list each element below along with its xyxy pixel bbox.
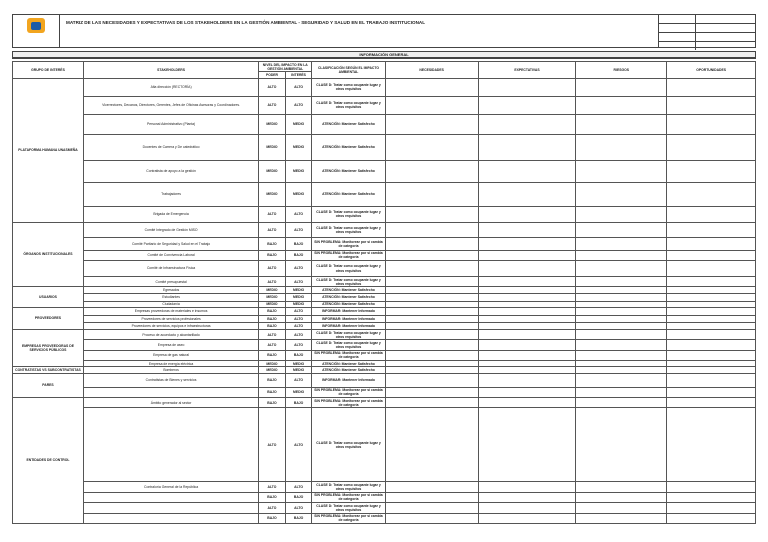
expectativas-cell	[478, 513, 576, 523]
interes-cell: ALTO	[285, 78, 312, 96]
expectativas-cell	[478, 373, 576, 387]
stakeholder-cell: Empresa de aseo	[83, 340, 258, 350]
oportunidades-cell	[667, 114, 756, 134]
stakeholder-cell	[83, 503, 258, 513]
interes-cell: ALTO	[285, 482, 312, 492]
riesgos-cell	[576, 513, 667, 523]
col-riesgos: RIESGOS	[576, 62, 667, 79]
document-meta	[659, 15, 755, 47]
interes-cell: ALTO	[285, 373, 312, 387]
clasificacion-cell: CLASE D: Tratar como ocupante lugar y otros requisitos	[312, 482, 385, 492]
interes-cell: ALTO	[285, 322, 312, 329]
riesgos-cell	[576, 134, 667, 160]
oportunidades-cell	[667, 250, 756, 260]
document-title: MATRIZ DE LAS NECESIDADES Y EXPECTATIVAS DE LOS STAKEHOLDERS EN LA GESTIÓN AMBIENTAL - SEGURIDAD Y SALUD EN EL TRABAJO INSTITUCIONAL	[60, 15, 659, 47]
poder-cell: ALTO	[259, 340, 286, 350]
interes-cell: MEDIO	[285, 182, 312, 206]
expectativas-cell	[478, 182, 576, 206]
col-expectativas: EXPECTATIVAS	[478, 62, 576, 79]
expectativas-cell	[478, 315, 576, 322]
interes-cell: MEDIO	[285, 367, 312, 373]
oportunidades-cell	[667, 277, 756, 287]
stakeholder-cell: Egresados	[83, 287, 258, 293]
expectativas-cell	[478, 350, 576, 360]
table-row	[13, 182, 756, 206]
table-row	[13, 350, 756, 360]
stakeholder-cell: Comité Integrado de Gestión MISO	[83, 222, 258, 237]
general-info-title: INFORMACIÓN GENERAL	[12, 51, 756, 58]
poder-cell: ALTO	[259, 261, 286, 277]
clasificacion-cell: SIN PROBLEMA: Monitorear por si cambia de categoría	[312, 513, 385, 523]
interes-cell: ALTO	[285, 277, 312, 287]
necesidades-cell	[385, 250, 478, 260]
necesidades-cell	[385, 513, 478, 523]
oportunidades-cell	[667, 134, 756, 160]
interes-cell: ALTO	[285, 408, 312, 482]
necesidades-cell	[385, 160, 478, 182]
riesgos-cell	[576, 250, 667, 260]
stakeholder-cell: Contraloría General de la República	[83, 482, 258, 492]
poder-cell: BAJO	[259, 237, 286, 250]
oportunidades-cell	[667, 78, 756, 96]
clasificacion-cell: CLASE D: Tratar como ocupante lugar y otros requisitos	[312, 340, 385, 350]
oportunidades-cell	[667, 182, 756, 206]
oportunidades-cell	[667, 503, 756, 513]
interes-cell: MEDIO	[285, 160, 312, 182]
interes-cell: BAJO	[285, 237, 312, 250]
meta-label	[659, 24, 696, 32]
group-cell: ENTIDADES DE CONTROL	[13, 398, 84, 524]
clasificacion-cell: CLASE D: Tratar como ocupante lugar y otros requisitos	[312, 408, 385, 482]
clasificacion-cell: CLASE D: Tratar como ocupante lugar y otros requisitos	[312, 277, 385, 287]
poder-cell: BAJO	[259, 492, 286, 502]
clasificacion-cell: INFORMAR: Mantener Informado	[312, 307, 385, 315]
riesgos-cell	[576, 237, 667, 250]
poder-cell: MEDIO	[259, 293, 286, 301]
riesgos-cell	[576, 350, 667, 360]
necesidades-cell	[385, 408, 478, 482]
matrix-body	[13, 78, 756, 523]
necesidades-cell	[385, 134, 478, 160]
expectativas-cell	[478, 96, 576, 114]
clasificacion-cell: CLASE D: Tratar como ocupante lugar y otros requisitos	[312, 503, 385, 513]
riesgos-cell	[576, 114, 667, 134]
poder-cell: ALTO	[259, 503, 286, 513]
oportunidades-cell	[667, 329, 756, 339]
interes-cell: MEDIO	[285, 361, 312, 367]
stakeholder-cell: Trabajadores	[83, 182, 258, 206]
table-row	[13, 492, 756, 502]
riesgos-cell	[576, 329, 667, 339]
document-header	[12, 14, 756, 48]
table-row	[13, 329, 756, 339]
necesidades-cell	[385, 96, 478, 114]
table-row	[13, 322, 756, 329]
stakeholder-cell: Comité de Infraestructura Física	[83, 261, 258, 277]
table-row	[13, 340, 756, 350]
stakeholder-cell: Ámbito generador al sector	[83, 398, 258, 408]
col-oportunidades: OPORTUNIDADES	[667, 62, 756, 79]
expectativas-cell	[478, 261, 576, 277]
poder-cell: MEDIO	[259, 367, 286, 373]
poder-cell: ALTO	[259, 96, 286, 114]
interes-cell: BAJO	[285, 350, 312, 360]
riesgos-cell	[576, 373, 667, 387]
necesidades-cell	[385, 340, 478, 350]
interes-cell: MEDIO	[285, 387, 312, 397]
table-row	[13, 237, 756, 250]
necesidades-cell	[385, 261, 478, 277]
necesidades-cell	[385, 237, 478, 250]
riesgos-cell	[576, 315, 667, 322]
riesgos-cell	[576, 307, 667, 315]
stakeholder-cell: Alta dirección (RECTORÍA)	[83, 78, 258, 96]
interes-cell: BAJO	[285, 513, 312, 523]
poder-cell: BAJO	[259, 350, 286, 360]
clasificacion-cell: CLASE D: Tratar como ocupante lugar y otros requisitos	[312, 261, 385, 277]
interes-cell: MEDIO	[285, 301, 312, 307]
clasificacion-cell: ATENCIÓN: Mantener Satisfecho	[312, 287, 385, 293]
necesidades-cell	[385, 350, 478, 360]
group-cell: USUARIOS	[13, 287, 84, 308]
riesgos-cell	[576, 261, 667, 277]
stakeholder-cell: Empresa de gas natural	[83, 350, 258, 360]
table-row	[13, 408, 756, 482]
table-row	[13, 114, 756, 134]
expectativas-cell	[478, 206, 576, 222]
poder-cell: ALTO	[259, 78, 286, 96]
poder-cell: MEDIO	[259, 134, 286, 160]
poder-cell: ALTO	[259, 329, 286, 339]
clasificacion-cell: SIN PROBLEMA: Monitorear por si cambia de categoría	[312, 237, 385, 250]
expectativas-cell	[478, 237, 576, 250]
interes-cell: ALTO	[285, 315, 312, 322]
riesgos-cell	[576, 398, 667, 408]
expectativas-cell	[478, 160, 576, 182]
meta-label	[659, 42, 696, 50]
clasificacion-cell: INFORMAR: Mantener Informado	[312, 315, 385, 322]
riesgos-cell	[576, 222, 667, 237]
meta-label	[659, 15, 696, 23]
table-row	[13, 513, 756, 523]
interes-cell: BAJO	[285, 492, 312, 502]
stakeholder-cell: Brigada de Emergencia	[83, 206, 258, 222]
clasificacion-cell: ATENCIÓN: Mantener Satisfecho	[312, 160, 385, 182]
oportunidades-cell	[667, 492, 756, 502]
riesgos-cell	[576, 78, 667, 96]
stakeholder-cell: Proveedores de servicios profesionales	[83, 315, 258, 322]
expectativas-cell	[478, 250, 576, 260]
poder-cell: ALTO	[259, 277, 286, 287]
poder-cell: BAJO	[259, 322, 286, 329]
general-info	[12, 51, 756, 59]
table-row	[13, 277, 756, 287]
necesidades-cell	[385, 387, 478, 397]
poder-cell: ALTO	[259, 206, 286, 222]
clasificacion-cell: ATENCIÓN: Mantener Satisfecho	[312, 301, 385, 307]
clasificacion-cell: CLASE D: Tratar como ocupante lugar y otros requisitos	[312, 96, 385, 114]
oportunidades-cell	[667, 307, 756, 315]
stakeholder-cell	[83, 387, 258, 397]
poder-cell: BAJO	[259, 250, 286, 260]
expectativas-cell	[478, 222, 576, 237]
stakeholder-cell	[83, 513, 258, 523]
col-grupo: GRUPO DE INTERÉS	[13, 62, 84, 79]
university-logo	[21, 18, 51, 44]
clasificacion-cell: CLASE D: Tratar como ocupante lugar y otros requisitos	[312, 329, 385, 339]
riesgos-cell	[576, 206, 667, 222]
riesgos-cell	[576, 293, 667, 301]
interes-cell: ALTO	[285, 222, 312, 237]
necesidades-cell	[385, 329, 478, 339]
interes-cell: MEDIO	[285, 134, 312, 160]
poder-cell: MEDIO	[259, 301, 286, 307]
necesidades-cell	[385, 222, 478, 237]
poder-cell: BAJO	[259, 398, 286, 408]
table-row	[13, 373, 756, 387]
stakeholder-cell: Empresas proveedoras de materiales e insumos	[83, 307, 258, 315]
table-row	[13, 160, 756, 182]
table-row	[13, 96, 756, 114]
table-row	[13, 78, 756, 96]
table-row	[13, 293, 756, 301]
poder-cell: BAJO	[259, 387, 286, 397]
oportunidades-cell	[667, 350, 756, 360]
clasificacion-cell: ATENCIÓN: Mantener Satisfecho	[312, 114, 385, 134]
clasificacion-cell: SIN PROBLEMA: Monitorear por si cambia de categoría	[312, 492, 385, 502]
col-necesidades: NECESIDADES	[385, 62, 478, 79]
oportunidades-cell	[667, 96, 756, 114]
table-row	[13, 222, 756, 237]
clasificacion-cell: SIN PROBLEMA: Monitorear por si cambia de categoría	[312, 387, 385, 397]
table-row	[13, 398, 756, 408]
expectativas-cell	[478, 398, 576, 408]
interes-cell: ALTO	[285, 261, 312, 277]
clasificacion-cell: INFORMAR: Mantener Informado	[312, 322, 385, 329]
interes-cell: ALTO	[285, 329, 312, 339]
table-row	[13, 261, 756, 277]
riesgos-cell	[576, 277, 667, 287]
clasificacion-cell: ATENCIÓN: Mantener Satisfecho	[312, 367, 385, 373]
expectativas-cell	[478, 322, 576, 329]
oportunidades-cell	[667, 261, 756, 277]
clasificacion-cell: ATENCIÓN: Mantener Satisfecho	[312, 293, 385, 301]
stakeholder-cell: Proceso de acueducto y alcantarillado	[83, 329, 258, 339]
meta-label	[659, 33, 696, 41]
stakeholder-cell: Comité Paritario de Seguridad y Salud en el Trabajo	[83, 237, 258, 250]
necesidades-cell	[385, 206, 478, 222]
table-row	[13, 307, 756, 315]
stakeholder-cell: Proveedores de servicios, equipos e infraestructuras	[83, 322, 258, 329]
group-cell: CONTRATISTAS VS SUBCONTRATISTAS	[13, 367, 84, 373]
riesgos-cell	[576, 160, 667, 182]
stakeholder-cell: Estudiantes	[83, 293, 258, 301]
interes-cell: BAJO	[285, 398, 312, 408]
table-row	[13, 482, 756, 492]
oportunidades-cell	[667, 315, 756, 322]
col-clasificacion: CLASIFICACIÓN SEGÚN EL IMPACTO AMBIENTAL	[312, 62, 385, 79]
riesgos-cell	[576, 492, 667, 502]
stakeholder-cell: Contratista de apoyo a la gestión	[83, 160, 258, 182]
expectativas-cell	[478, 340, 576, 350]
clasificacion-cell: SIN PROBLEMA: Monitorear por si cambia de categoría	[312, 350, 385, 360]
stakeholder-cell: Ciudadanía	[83, 301, 258, 307]
necesidades-cell	[385, 492, 478, 502]
poder-cell: BAJO	[259, 373, 286, 387]
col-stakeholders: STAKEHOLDERS	[83, 62, 258, 79]
stakeholder-cell: Bomberos	[83, 367, 258, 373]
stakeholder-cell: Docentes de Carrera y De catedrático	[83, 134, 258, 160]
expectativas-cell	[478, 408, 576, 482]
interes-cell: ALTO	[285, 206, 312, 222]
riesgos-cell	[576, 503, 667, 513]
oportunidades-cell	[667, 408, 756, 482]
expectativas-cell	[478, 277, 576, 287]
oportunidades-cell	[667, 293, 756, 301]
interes-cell: ALTO	[285, 96, 312, 114]
poder-cell: MEDIO	[259, 182, 286, 206]
col-poder: PODER	[259, 72, 286, 78]
necesidades-cell	[385, 277, 478, 287]
table-row	[13, 315, 756, 322]
expectativas-cell	[478, 492, 576, 502]
stakeholder-cell	[83, 408, 258, 482]
stakeholder-cell: Empresa de energía eléctrica	[83, 361, 258, 367]
necesidades-cell	[385, 398, 478, 408]
poder-cell: BAJO	[259, 315, 286, 322]
necesidades-cell	[385, 293, 478, 301]
stakeholder-matrix	[12, 61, 756, 524]
table-row	[13, 387, 756, 397]
poder-cell: ALTO	[259, 222, 286, 237]
group-cell: EMPRESAS PROVEEDORAS DE SERVICIOS PÚBLICOS	[13, 329, 84, 366]
poder-cell: ALTO	[259, 482, 286, 492]
necesidades-cell	[385, 78, 478, 96]
expectativas-cell	[478, 482, 576, 492]
oportunidades-cell	[667, 160, 756, 182]
poder-cell: MEDIO	[259, 287, 286, 293]
table-row	[13, 503, 756, 513]
clasificacion-cell: INFORMAR: Mantener Informado	[312, 373, 385, 387]
poder-cell: MEDIO	[259, 160, 286, 182]
clasificacion-cell: ATENCIÓN: Mantener Satisfecho	[312, 134, 385, 160]
clasificacion-cell: CLASE D: Tratar como ocupante lugar y otros requisitos	[312, 222, 385, 237]
riesgos-cell	[576, 408, 667, 482]
oportunidades-cell	[667, 373, 756, 387]
necesidades-cell	[385, 182, 478, 206]
oportunidades-cell	[667, 340, 756, 350]
expectativas-cell	[478, 114, 576, 134]
oportunidades-cell	[667, 222, 756, 237]
clasificacion-cell: CLASE D: Tratar como ocupante lugar y otros requisitos	[312, 78, 385, 96]
group-cell: PROVEEDORES	[13, 307, 84, 329]
oportunidades-cell	[667, 206, 756, 222]
oportunidades-cell	[667, 398, 756, 408]
clasificacion-cell: SIN PROBLEMA: Monitorear por si cambia de categoría	[312, 398, 385, 408]
expectativas-cell	[478, 329, 576, 339]
clasificacion-cell: SIN PROBLEMA: Monitorear por si cambia de categoría	[312, 250, 385, 260]
expectativas-cell	[478, 293, 576, 301]
oportunidades-cell	[667, 387, 756, 397]
clasificacion-cell: CLASE D: Tratar como ocupante lugar y otros requisitos	[312, 206, 385, 222]
interes-cell: ALTO	[285, 340, 312, 350]
group-cell: PLATAFORMA HUMANA UNASMEÑA	[13, 78, 84, 222]
expectativas-cell	[478, 503, 576, 513]
clasificacion-cell: ATENCIÓN: Mantener Satisfecho	[312, 182, 385, 206]
col-nivel: NIVEL DEL IMPACTO EN LA GESTIÓN AMBIENTAL	[259, 62, 312, 72]
necesidades-cell	[385, 322, 478, 329]
expectativas-cell	[478, 307, 576, 315]
stakeholder-cell: Vicerrectores, Decanos, Directores, Gerentes, Jefes de Oficinas Asesoras y Coordinadores.	[83, 96, 258, 114]
necesidades-cell	[385, 315, 478, 322]
interes-cell: MEDIO	[285, 114, 312, 134]
riesgos-cell	[576, 96, 667, 114]
document	[12, 14, 756, 524]
expectativas-cell	[478, 134, 576, 160]
general-info-line	[12, 58, 756, 59]
poder-cell: BAJO	[259, 307, 286, 315]
riesgos-cell	[576, 322, 667, 329]
riesgos-cell	[576, 482, 667, 492]
oportunidades-cell	[667, 513, 756, 523]
poder-cell: MEDIO	[259, 361, 286, 367]
necesidades-cell	[385, 373, 478, 387]
expectativas-cell	[478, 387, 576, 397]
necesidades-cell	[385, 503, 478, 513]
necesidades-cell	[385, 482, 478, 492]
expectativas-cell	[478, 78, 576, 96]
table-row	[13, 134, 756, 160]
necesidades-cell	[385, 114, 478, 134]
poder-cell: BAJO	[259, 513, 286, 523]
riesgos-cell	[576, 182, 667, 206]
necesidades-cell	[385, 307, 478, 315]
interes-cell: ALTO	[285, 503, 312, 513]
stakeholder-cell: Comité de Convivencia Laboral	[83, 250, 258, 260]
table-row	[13, 206, 756, 222]
clasificacion-cell: ATENCIÓN: Mantener Satisfecho	[312, 361, 385, 367]
stakeholder-cell: Comité presupuestal	[83, 277, 258, 287]
interes-cell: MEDIO	[285, 293, 312, 301]
interes-cell: MEDIO	[285, 287, 312, 293]
riesgos-cell	[576, 387, 667, 397]
stakeholder-cell: Personal Administrativo (Planta)	[83, 114, 258, 134]
riesgos-cell	[576, 340, 667, 350]
oportunidades-cell	[667, 237, 756, 250]
oportunidades-cell	[667, 322, 756, 329]
stakeholder-cell: Contratistas de Bienes y servicios	[83, 373, 258, 387]
logo-cell	[13, 15, 60, 47]
poder-cell: ALTO	[259, 408, 286, 482]
group-cell: PARES	[13, 373, 84, 397]
interes-cell: ALTO	[285, 307, 312, 315]
stakeholder-cell	[83, 492, 258, 502]
interes-cell: BAJO	[285, 250, 312, 260]
group-cell: ÓRGANOS INSTITUCIONALES	[13, 222, 84, 287]
col-interes: INTERÉS	[285, 72, 312, 78]
oportunidades-cell	[667, 482, 756, 492]
table-row	[13, 250, 756, 260]
poder-cell: MEDIO	[259, 114, 286, 134]
